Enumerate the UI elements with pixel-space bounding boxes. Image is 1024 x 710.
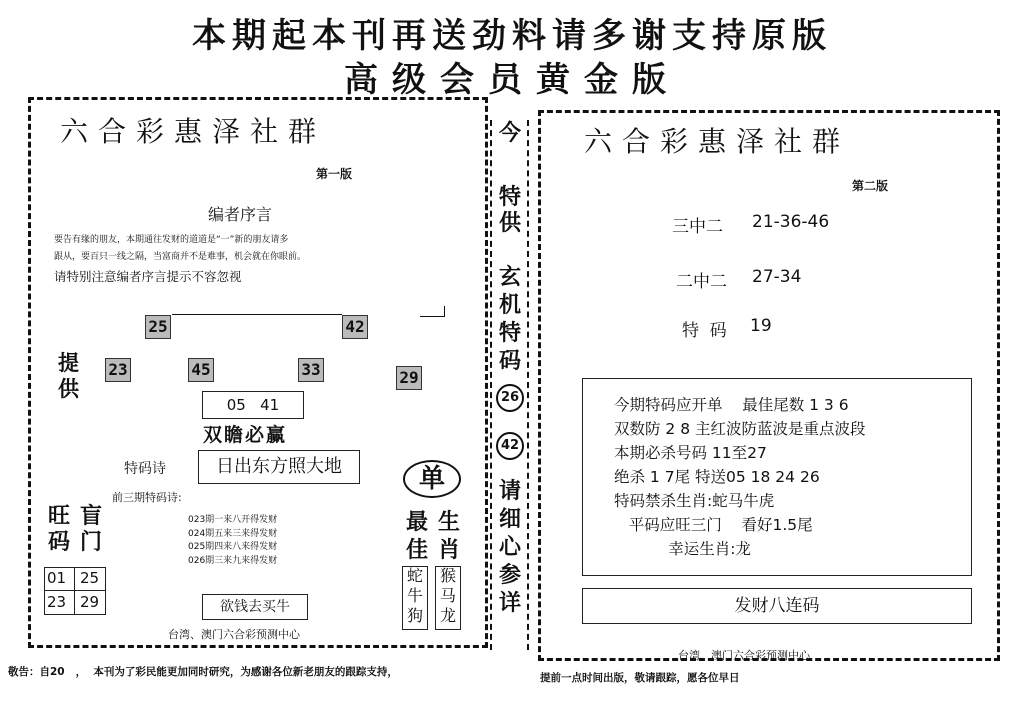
number-45: 45 (188, 358, 214, 382)
number-29: 29 (396, 366, 422, 390)
grid-number: 25 (80, 569, 100, 587)
provide-label-1: 提 (58, 350, 79, 375)
analysis-lines (614, 393, 964, 568)
zodiac-a: 狗 (406, 606, 423, 625)
line3-value: 19 (750, 316, 772, 336)
mid-char: 码 (498, 348, 521, 374)
bracket-mark (420, 306, 445, 317)
previous-line: 025期四来八来得发财 (188, 542, 278, 552)
circle-number-42: 42 (496, 432, 524, 460)
zodiac-a: 牛 (406, 586, 423, 605)
zodiac-a-list (404, 566, 426, 626)
wang-ma-2: 码 (47, 529, 70, 555)
preface-title: 编者序言 (208, 205, 273, 224)
best-2: 佳 (405, 537, 428, 563)
preface-line-1: 要告有缘的朋友，本期通往发财的道道是“一”新的朋友请多 (54, 235, 289, 245)
poem-label: 特码诗 (124, 461, 166, 477)
number-connector-line (172, 314, 342, 315)
footer-box-text: 欲钱去买牛 (220, 599, 290, 615)
analysis-line: 本期必杀号码 11至27 (614, 444, 767, 462)
line2-value: 27-34 (752, 267, 802, 287)
left-edition: 第一版 (316, 167, 353, 181)
circle-number-26: 26 (496, 384, 524, 412)
header-line-1: 本期起本刊再送劲料请多谢支持原版 (192, 16, 832, 56)
mid-char: 特 (498, 320, 521, 346)
mid-char: 特 (498, 184, 521, 210)
previous-lines (188, 514, 277, 568)
zodiac-b-list (437, 566, 459, 626)
right-edition: 第二版 (852, 179, 889, 193)
grid-number: 23 (47, 593, 67, 611)
number-grid-divider-h (44, 590, 105, 591)
pair-box-text: 05 41 (226, 396, 280, 414)
line3-label: 特 码 (682, 321, 727, 341)
mid-char: 供 (498, 210, 521, 236)
number-42: 42 (342, 315, 368, 339)
right-center-name: 台湾、澳门六合彩预测中心 (678, 649, 810, 662)
number-23: 23 (105, 358, 131, 382)
zodiac-a: 蛇 (406, 566, 423, 585)
left-center-name: 台湾、澳门六合彩预测中心 (168, 628, 300, 641)
best-4: 肖 (437, 537, 460, 563)
line1-label: 三中二 (672, 217, 723, 237)
mang-men-1: 盲 (79, 503, 102, 529)
best-3: 生 (437, 509, 460, 535)
mid-char: 今 (498, 120, 521, 146)
provide-label-2: 供 (58, 376, 79, 401)
grid-number: 29 (80, 593, 100, 611)
analysis-line: 今期特码应开单 最佳尾数 1 3 6 (614, 396, 849, 414)
number-25: 25 (145, 315, 171, 339)
line1-value: 21-36-46 (752, 212, 830, 232)
pair-box (202, 391, 304, 419)
analysis-line: 特码禁杀生肖:蛇马牛虎 (614, 492, 775, 510)
mang-men-2: 门 (79, 529, 102, 555)
zodiac-b: 猴 (439, 566, 456, 585)
fortune-box (582, 588, 972, 624)
left-panel-title: 六合彩惠泽社群 (60, 115, 327, 148)
mid-char: 参 (498, 562, 521, 588)
mid-char: 请 (498, 478, 521, 504)
footer-right: 提前一点时间出版，敬请跟踪，愿各位早日 (540, 672, 740, 684)
best-1: 最 (405, 509, 428, 535)
grid-number: 01 (47, 569, 67, 587)
right-panel-title: 六合彩惠泽社群 (584, 125, 851, 158)
previous-label: 前三期特码诗: (112, 491, 182, 504)
zodiac-b: 龙 (439, 606, 456, 625)
analysis-line: 幸运生肖:龙 (614, 540, 751, 558)
preface-note: 请特别注意编者序言提示不容忽视 (54, 269, 242, 284)
line2-label: 二中二 (676, 272, 727, 292)
middle-column-border-right (527, 120, 529, 650)
previous-line: 024期五来三来得发财 (188, 528, 278, 539)
number-33: 33 (298, 358, 324, 382)
fortune-text: 发财八连码 (734, 596, 820, 616)
poem-box (198, 450, 360, 484)
footer-box (202, 594, 308, 620)
mid-char: 玄 (498, 264, 521, 290)
previous-line: 023期一来八开得发财 (188, 515, 278, 525)
wang-ma-1: 旺 (47, 503, 70, 529)
poem-text: 日出东方照大地 (216, 456, 342, 477)
mid-char: 机 (498, 292, 521, 318)
mid-char: 详 (498, 590, 521, 616)
middle-column-border-left (490, 120, 492, 650)
analysis-line: 平码应旺三门 看好1.5尾 (614, 516, 813, 534)
dan-oval: 单 (403, 460, 461, 498)
analysis-line: 双数防 2 8 主红波防蓝波是重点波段 (614, 420, 866, 438)
analysis-line: 绝杀 1 7尾 特送05 18 24 26 (614, 468, 820, 486)
slogan: 双瞻必赢 (203, 424, 288, 446)
mid-char: 心 (498, 534, 521, 560)
preface-line-2: 跟从，要百只一线之隔，当富商并不是难事，机会就在你眼前。 (54, 252, 307, 262)
footer-left: 敬告：自20 ， 本刊为了彩民能更加同时研究，为感谢各位新老朋友的跟踪支持， (8, 666, 398, 678)
zodiac-b: 马 (439, 586, 456, 605)
previous-line: 026期三来九来得发财 (188, 555, 278, 566)
header-line-2: 高级会员黄金版 (344, 60, 680, 100)
mid-char: 细 (498, 506, 521, 532)
